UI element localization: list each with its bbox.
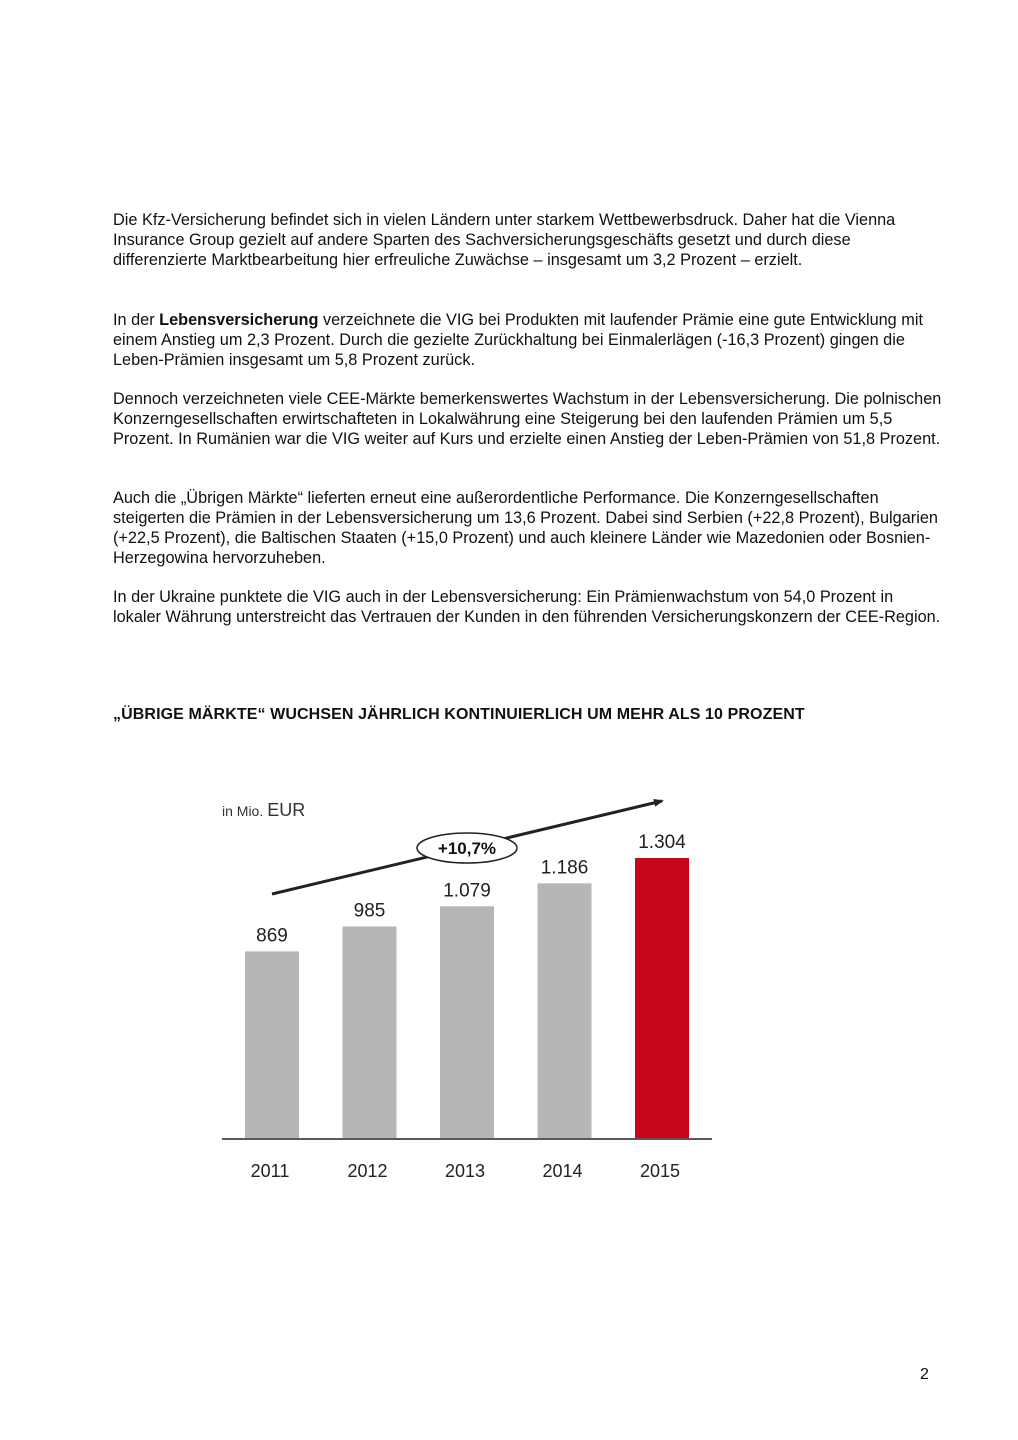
value-label-2014: 1.186	[540, 857, 589, 879]
x-tick-label-2013: 2013	[444, 1161, 486, 1181]
x-tick-label-2014: 2014	[542, 1161, 583, 1181]
value-label-2011: 869	[256, 925, 288, 947]
paragraph-lebens-bold: Lebensversicherung	[159, 311, 319, 329]
chart-unit-main: EUR	[267, 800, 306, 820]
bar-2011	[245, 951, 299, 1138]
paragraph-uebrige-maerkte: Auch die „Übrigen Märkte“ lieferten erneut eine außerordentliche Performance. Die Konzerngesellschaften steigerten die Prämien in der Lebensversicherung um 13,6 Prozent. Dabei sind Serbien (+22,8 Prozent), Bulgarien (+22,5 Prozent), die Baltischen Staaten (+15,0 Prozent) und auch kleinere Länder wie Mazedonien oder Bosnien-Herzegowina hervorzuheben.	[113, 489, 938, 567]
value-label-2013: 1.079	[443, 880, 491, 902]
value-label-2012: 985	[353, 900, 386, 922]
x-tick-label-2015: 2015	[639, 1161, 681, 1181]
bar-2012	[343, 926, 397, 1138]
paragraph-kfz: Die Kfz-Versicherung befindet sich in vielen Ländern unter starkem Wettbewerbsdruck. Daher hat die Vienna Insurance Group gezielt auf andere Sparten des Sachversicherungsgeschäfts gesetzt und durch diese differenzierte Marktbearbeitung hier erfreuliche Zuwächse – insgesamt um 3,2 Prozent – erzielt.	[113, 211, 896, 269]
paragraph-ukraine: In der Ukraine punktete die VIG auch in der Lebensversicherung: Ein Prämienwachstum von 54,0 Prozent in lokaler Währung unterstreicht das Vertrauen der Kunden in den führenden Versicherungskonzern der CEE-Region.	[113, 588, 941, 626]
bar-2015	[635, 858, 689, 1138]
value-label-2015: 1.304	[638, 832, 686, 853]
chart-heading: „ÜBRIGE MÄRKTE“ WUCHSEN JÄHRLICH KONTINUIERLICH UM MEHR ALS 10 PROZENT	[113, 706, 805, 723]
x-tick-label-2011: 2011	[250, 1161, 290, 1181]
growth-label: +10,7%	[437, 839, 497, 858]
bar-2014	[538, 883, 592, 1138]
paragraph-lebens-prefix: In der	[113, 311, 160, 329]
bar-2013	[440, 906, 494, 1138]
chart-unit-label	[222, 800, 305, 820]
x-tick-label-2012: 2012	[347, 1161, 388, 1181]
paragraph-cee-maerkte: Dennoch verzeichneten viele CEE-Märkte bemerkenswertes Wachstum in der Lebensversicherung. Die polnischen Konzerngesellschaften erwirtschafteten in Lokalwährung eine Steigerung bei den laufenden Prämien um 5,5 Prozent. In Rumänien war die VIG weiter auf Kurs und erzielte einen Anstieg der Leben-Prämien von 51,8 Prozent.	[113, 390, 942, 448]
page-number: 2	[920, 1366, 929, 1383]
chart-unit-prefix: in Mio.	[222, 803, 264, 819]
paragraph-lebens-suffix: verzeichnete die VIG bei Produkten mit laufender Prämie eine gute Entwicklung mit einem Anstieg um 2,3 Prozent. Durch die gezielte Zurückhaltung bei Einmalerlägen (-16,3 Prozent) gingen die Leben-Prämien insgesamt um 5,8 Prozent zurück.	[113, 311, 923, 369]
